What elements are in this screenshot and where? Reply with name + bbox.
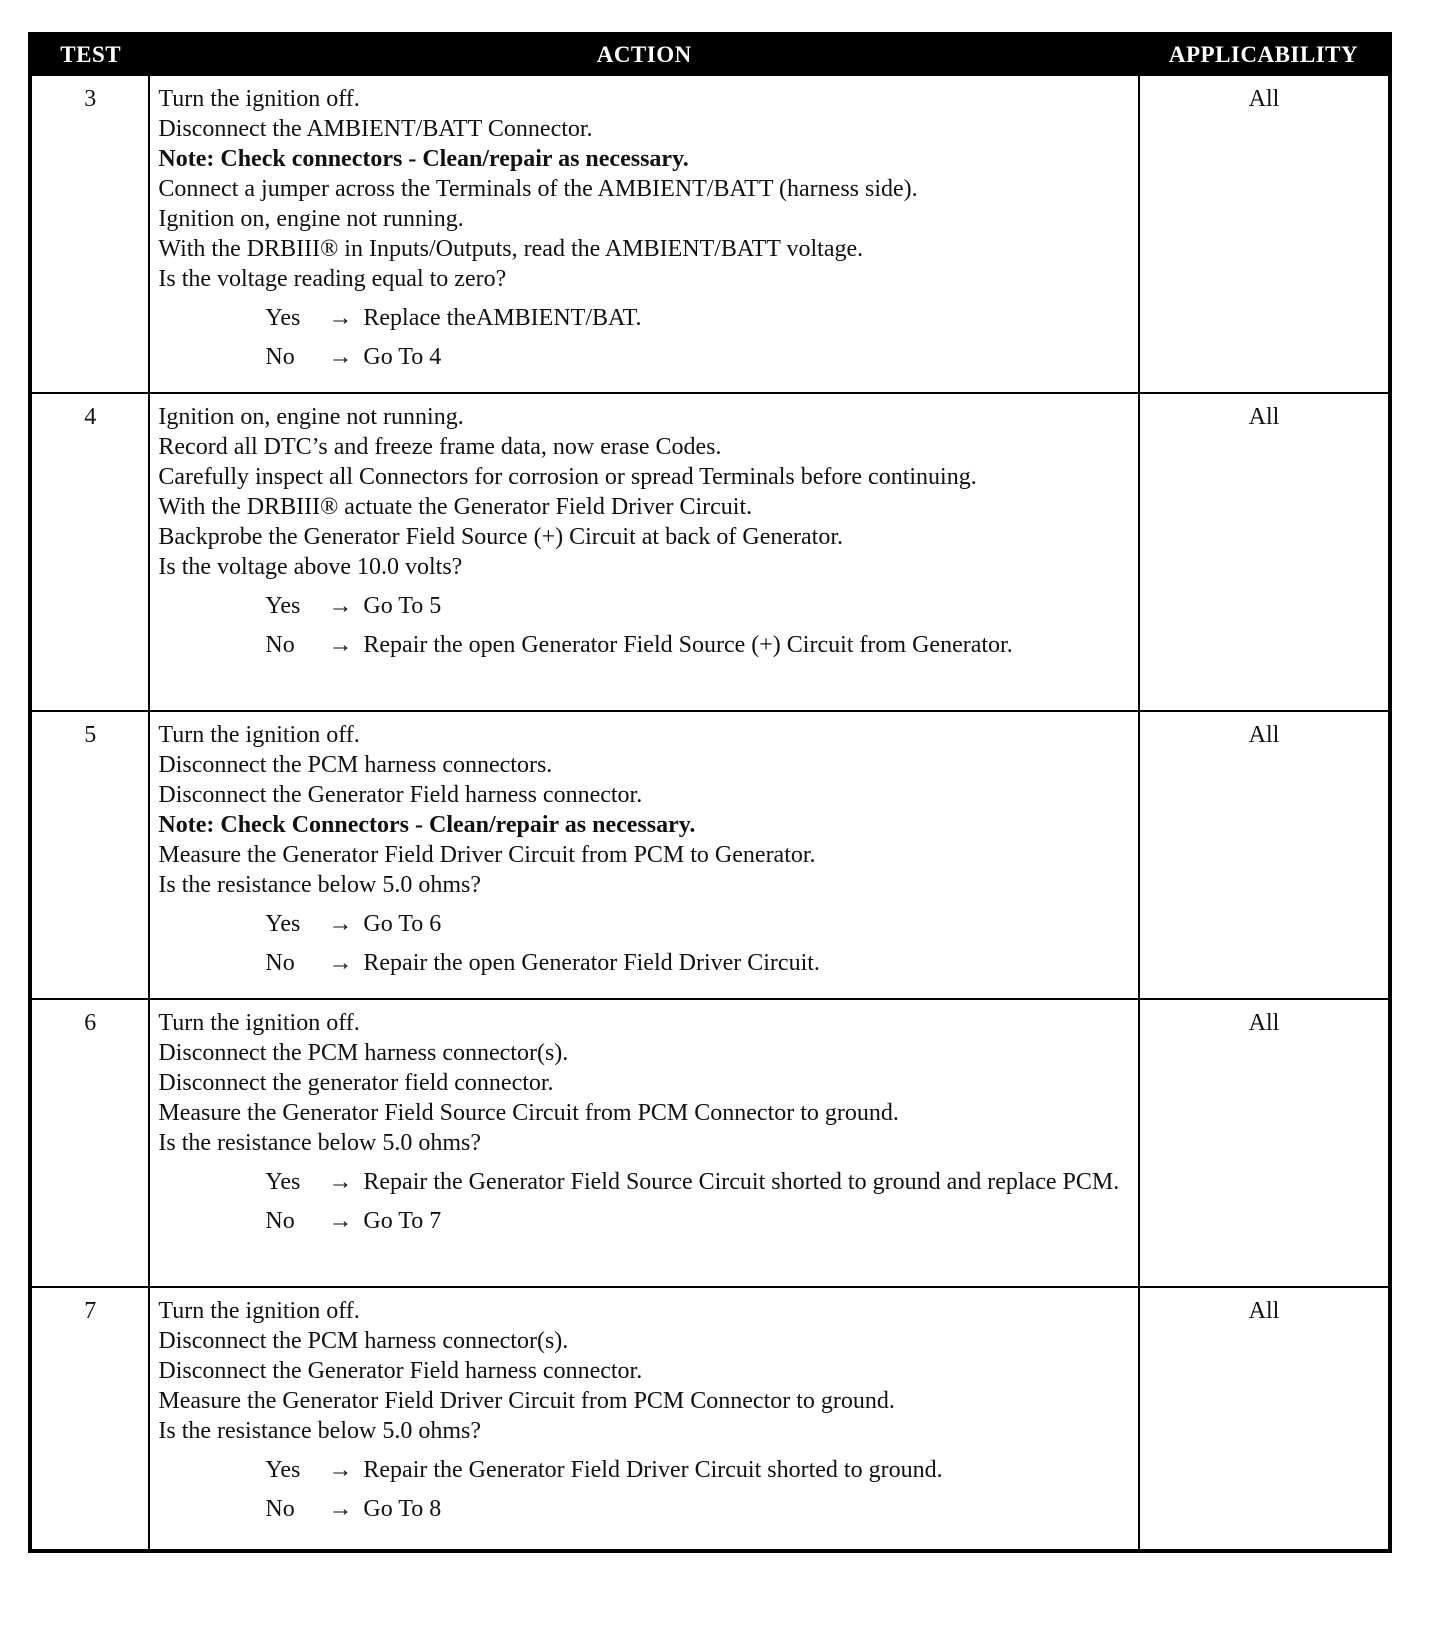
diagnostic-test-table <box>28 32 1392 1553</box>
answer-result: Repair the Generator Field Source Circuit shorted to ground and replace PCM. <box>363 1169 1120 1195</box>
answer-line <box>158 342 1130 372</box>
action-note: Note: Check Connectors - Clean/repair as necessary. <box>158 812 696 838</box>
action-step: Ignition on, engine not running. <box>158 404 464 430</box>
action-step: Disconnect the PCM harness connector(s). <box>158 1040 569 1066</box>
answer-result: Repair the Generator Field Driver Circuit shorted to ground. <box>363 1457 943 1483</box>
answer-result: Replace theAMBIENT/BAT. <box>363 305 642 331</box>
answer-result: Go To 5 <box>363 593 442 619</box>
action-step: Disconnect the Generator Field harness connector. <box>158 782 643 808</box>
table-row <box>30 711 1390 999</box>
table-row <box>30 75 1390 393</box>
test-number: 3 <box>30 75 149 393</box>
answer-list <box>158 1455 1130 1524</box>
action-step: Connect a jumper across the Terminals of the AMBIENT/BATT (harness side). <box>158 176 918 202</box>
answer-result: Go To 6 <box>363 911 442 937</box>
answer-line <box>158 1167 1130 1197</box>
action-step: Disconnect the generator field connector. <box>158 1070 554 1096</box>
action-step: Is the resistance below 5.0 ohms? <box>158 1418 481 1444</box>
action-step: Turn the ignition off. <box>158 86 360 112</box>
arrow-right-icon: → <box>328 344 353 370</box>
answer-line <box>158 303 1130 333</box>
answer-label: Yes <box>265 1169 301 1195</box>
applicability-cell: All <box>1139 75 1390 393</box>
action-step: Is the resistance below 5.0 ohms? <box>158 1130 481 1156</box>
action-step: Disconnect the PCM harness connectors. <box>158 752 553 778</box>
action-step: With the DRBIII® actuate the Generator Field Driver Circuit. <box>158 494 753 520</box>
applicability-cell: All <box>1139 711 1390 999</box>
answer-list <box>158 1167 1130 1236</box>
action-step: Is the voltage above 10.0 volts? <box>158 554 463 580</box>
action-cell <box>149 75 1139 393</box>
header-applicability: APPLICABILITY <box>1139 34 1390 75</box>
arrow-right-icon: → <box>328 632 353 658</box>
table-row <box>30 999 1390 1287</box>
answer-label: No <box>265 1208 295 1234</box>
action-step: Disconnect the Generator Field harness connector. <box>158 1358 643 1384</box>
arrow-right-icon: → <box>328 911 353 937</box>
arrow-right-icon: → <box>328 1208 353 1234</box>
answer-result: Go To 8 <box>363 1496 442 1522</box>
arrow-right-icon: → <box>328 950 353 976</box>
answer-label: No <box>265 1496 295 1522</box>
table-body <box>30 75 1390 1551</box>
action-step: With the DRBIII® in Inputs/Outputs, read the AMBIENT/BATT voltage. <box>158 236 864 262</box>
test-number: 7 <box>30 1287 149 1551</box>
action-cell <box>149 1287 1139 1551</box>
action-step: Turn the ignition off. <box>158 1010 360 1036</box>
answer-label: Yes <box>265 1457 301 1483</box>
table-row <box>30 393 1390 711</box>
action-step: Disconnect the PCM harness connector(s). <box>158 1328 569 1354</box>
action-step: Measure the Generator Field Source Circuit from PCM Connector to ground. <box>158 1100 899 1126</box>
applicability-cell: All <box>1139 1287 1390 1551</box>
arrow-right-icon: → <box>328 1169 353 1195</box>
applicability-cell: All <box>1139 999 1390 1287</box>
action-step: Carefully inspect all Connectors for corrosion or spread Terminals before continuing. <box>158 464 977 490</box>
arrow-right-icon: → <box>328 593 353 619</box>
arrow-right-icon: → <box>328 1457 353 1483</box>
action-step: Turn the ignition off. <box>158 722 360 748</box>
arrow-right-icon: → <box>328 1496 353 1522</box>
action-step: Ignition on, engine not running. <box>158 206 464 232</box>
action-step: Measure the Generator Field Driver Circuit from PCM to Generator. <box>158 842 816 868</box>
answer-list <box>158 591 1130 660</box>
action-step: Record all DTC’s and freeze frame data, now erase Codes. <box>158 434 722 460</box>
answer-label: Yes <box>265 911 301 937</box>
action-step: Disconnect the AMBIENT/BATT Connector. <box>158 116 593 142</box>
arrow-right-icon: → <box>328 305 353 331</box>
test-number: 5 <box>30 711 149 999</box>
action-note: Note: Check connectors - Clean/repair as necessary. <box>158 146 689 172</box>
table-row <box>30 1287 1390 1551</box>
header-action: ACTION <box>149 34 1139 75</box>
answer-line <box>158 591 1130 621</box>
action-step: Turn the ignition off. <box>158 1298 360 1324</box>
answer-line <box>158 948 1130 978</box>
action-step: Is the resistance below 5.0 ohms? <box>158 872 481 898</box>
test-number: 6 <box>30 999 149 1287</box>
answer-result: Repair the open Generator Field Source (+) Circuit from Generator. <box>363 632 1013 658</box>
answer-result: Go To 4 <box>363 344 442 370</box>
answer-label: Yes <box>265 305 301 331</box>
action-cell <box>149 393 1139 711</box>
answer-label: No <box>265 344 295 370</box>
answer-line <box>158 1206 1130 1236</box>
answer-line <box>158 1494 1130 1524</box>
answer-line <box>158 630 1130 660</box>
header-test: TEST <box>30 34 149 75</box>
answer-label: No <box>265 632 295 658</box>
answer-result: Go To 7 <box>363 1208 442 1234</box>
answer-label: No <box>265 950 295 976</box>
table-header-row <box>30 34 1390 75</box>
answer-line <box>158 1455 1130 1485</box>
answer-list <box>158 909 1130 978</box>
answer-list <box>158 303 1130 372</box>
answer-result: Repair the open Generator Field Driver Circuit. <box>363 950 820 976</box>
action-cell <box>149 711 1139 999</box>
answer-line <box>158 909 1130 939</box>
action-step: Backprobe the Generator Field Source (+) Circuit at back of Generator. <box>158 524 843 550</box>
action-cell <box>149 999 1139 1287</box>
test-number: 4 <box>30 393 149 711</box>
action-step: Measure the Generator Field Driver Circuit from PCM Connector to ground. <box>158 1388 895 1414</box>
applicability-cell: All <box>1139 393 1390 711</box>
action-step: Is the voltage reading equal to zero? <box>158 266 507 292</box>
answer-label: Yes <box>265 593 301 619</box>
